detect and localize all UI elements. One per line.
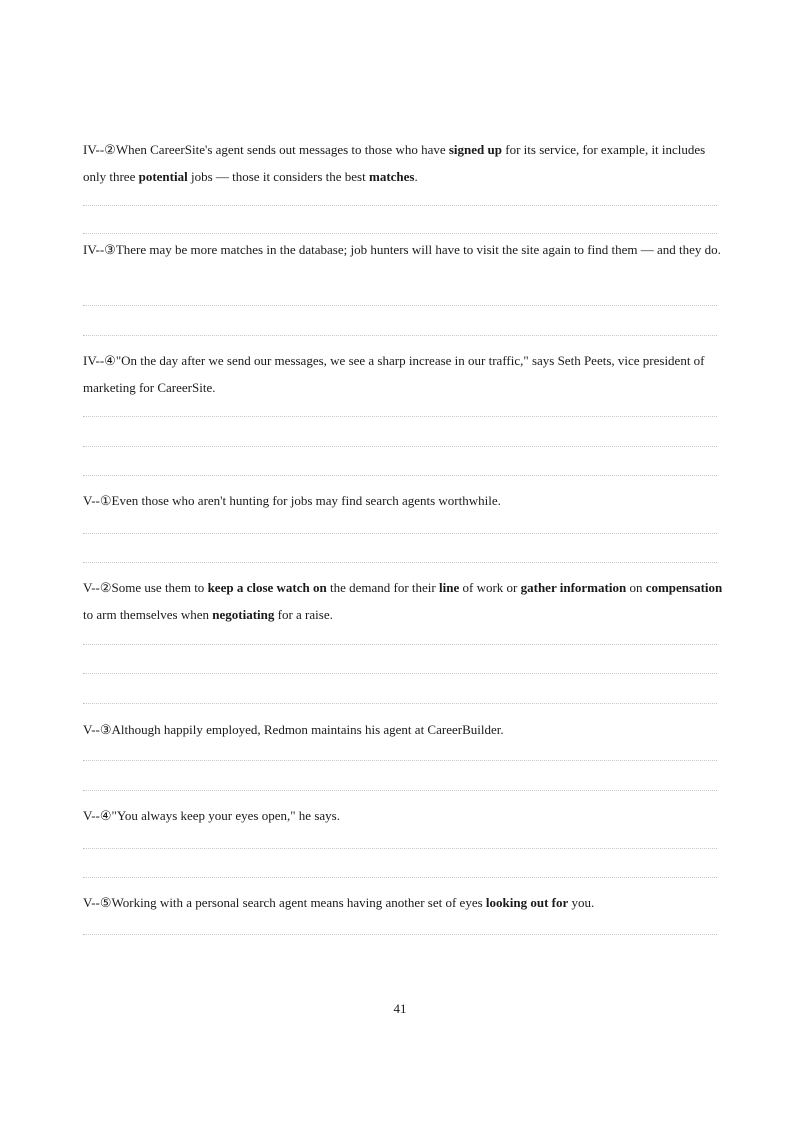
- answer-line: [83, 416, 717, 417]
- sentence-text: jobs — those it considers the best: [187, 169, 369, 184]
- sentence-text: V--②Some use them to: [83, 580, 208, 595]
- sentence-text: V--④"You always keep your eyes open," he says.: [83, 808, 340, 823]
- answer-line: [83, 760, 717, 761]
- sentence-text: V--③Although happily employed, Redmon maintains his agent at CareerBuilder.: [83, 722, 504, 737]
- sentence-v-1: [83, 487, 723, 514]
- sentence-text: the demand for their: [326, 580, 439, 595]
- answer-line: [83, 562, 717, 563]
- bold-keyword: negotiating: [212, 607, 275, 622]
- answer-line: [83, 305, 717, 306]
- answer-line: [83, 703, 717, 704]
- answer-line: [83, 205, 717, 206]
- sentence-text: IV--③There may be more matches in the database; job hunters will have to visit the site again to find them — and they do.: [83, 242, 721, 257]
- sentence-text: to arm themselves when: [83, 607, 213, 622]
- sentence-text: IV--②When CareerSite's agent sends out messages to those who have: [83, 142, 449, 157]
- bold-keyword: signed up: [448, 142, 502, 157]
- answer-line: [83, 533, 717, 534]
- sentence-iv-3: [83, 236, 723, 263]
- sentence-iv-2: [83, 136, 723, 190]
- sentence-text: of work or: [459, 580, 521, 595]
- bold-keyword: line: [439, 580, 460, 595]
- bold-keyword: gather information: [520, 580, 627, 595]
- bold-keyword: potential: [138, 169, 188, 184]
- page-number: 41: [393, 1001, 407, 1016]
- sentence-text: V--⑤Working with a personal search agent means having another set of eyes: [83, 895, 486, 910]
- sentence-text: IV--④"On the day after we send our messages, we see a sharp increase in our traffic," says Seth Peets, vice president of marketing for CareerSite.: [83, 353, 705, 395]
- answer-line: [83, 673, 717, 674]
- sentence-v-2: [83, 574, 723, 628]
- answer-line: [83, 475, 717, 476]
- sentence-text: for its service, for example, it includes only three: [83, 142, 706, 184]
- answer-line: [83, 233, 717, 234]
- sentence-text: you.: [568, 895, 595, 910]
- bold-keyword: matches: [368, 169, 415, 184]
- sentence-v-5: [83, 889, 723, 916]
- sentence-text: for a raise.: [274, 607, 333, 622]
- sentence-v-3: [83, 716, 723, 743]
- bold-keyword: keep a close watch on: [207, 580, 327, 595]
- answer-line: [83, 446, 717, 447]
- sentence-text: V--①Even those who aren't hunting for jobs may find search agents worthwhile.: [83, 493, 501, 508]
- bold-keyword: looking out for: [485, 895, 569, 910]
- answer-line: [83, 335, 717, 336]
- answer-line: [83, 644, 717, 645]
- sentence-text: .: [414, 169, 418, 184]
- answer-line: [83, 877, 717, 878]
- bold-keyword: compensation: [645, 580, 723, 595]
- answer-line: [83, 790, 717, 791]
- sentence-iv-4: [83, 347, 723, 401]
- sentence-v-4: [83, 802, 723, 829]
- answer-line: [83, 934, 717, 935]
- sentence-text: on: [626, 580, 646, 595]
- answer-line: [83, 848, 717, 849]
